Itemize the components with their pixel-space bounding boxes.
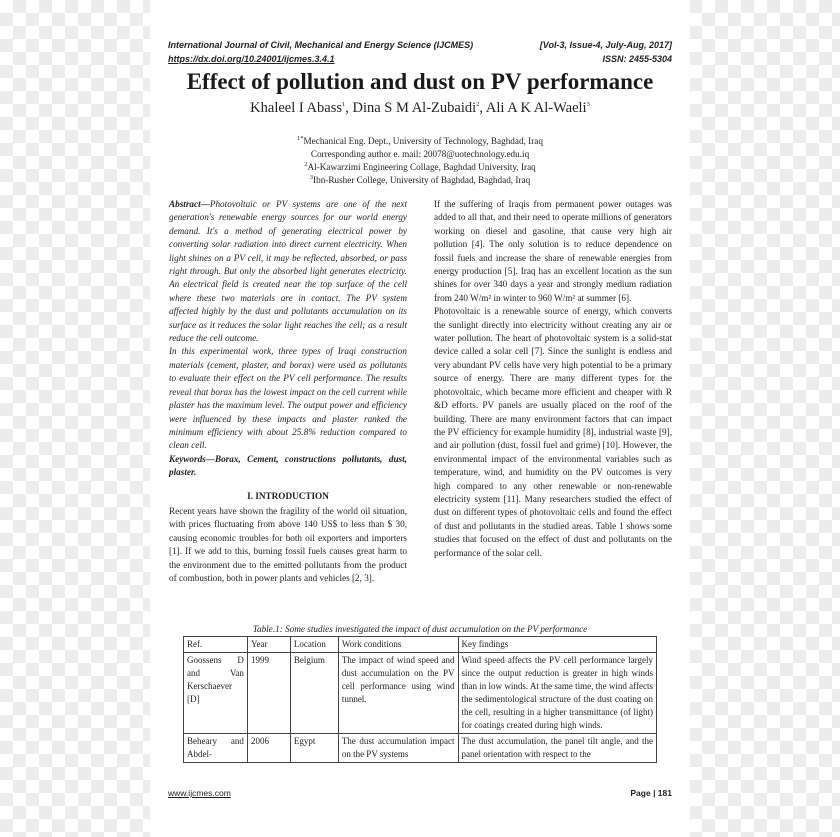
doi-link[interactable]: https://dx.doi.org/10.24001/ijcmes.3.4.1 (168, 54, 335, 64)
abstract-paragraph (169, 198, 407, 345)
affiliation-text: Ibn-Rusher College, University of Baghdad, Baghdad, Iraq (313, 175, 531, 185)
affiliation (150, 175, 690, 185)
author-sup: 1 (341, 101, 346, 109)
paper-page (150, 0, 690, 837)
table-header-cell: Work conditions (338, 637, 458, 653)
table-cell: The dust accumulation, the panel tilt angle, and the panel orientation with respect to the (458, 734, 656, 763)
table-row (184, 653, 657, 734)
affiliation-sup: 2 (304, 160, 308, 168)
affiliation (150, 149, 690, 159)
table-cell: The impact of wind speed and dust accumulation on the PV cell performance using wind tunnel. (338, 653, 458, 734)
affiliation-text: Mechanical Eng. Dept., University of Technology, Baghdad, Iraq (303, 136, 543, 146)
table-cell: Belgium (290, 653, 338, 734)
author-name: Dina S M Al-Zubaidi (352, 100, 477, 116)
table-cell: 2006 (247, 734, 290, 763)
abstract-text: Photovoltaic or PV systems are one of the next generation's renewable energy sources for our world energy demand. It's a method of generating electrical power by converting solar radiation into direct current electricity. When light shines on a PV cell, it may be reflected, absorbed, or pass right through. But only the absorbed light generates electricity. An electrical field is created near the top surface of the cell where these two materials are in contact. The PV system affected highly by the dust and pollutants accumulation on its surface as it reduces the solar light reaches the cell; as a result reduce the cell outcome. (169, 199, 407, 344)
table-cell: Egypt (290, 734, 338, 763)
body-paragraph: If the suffering of Iraqis from permanent power outages was added to all that, and their need to operate millions of generators working on diesel and gasoline, that cause very high air pollution [4]. The only solution is to reduce dependence on fossil fuels and increase the share of renewable energies from energy production [5]. Iraq has an excellent location as the sun shines for over 340 days a year and strongly medium radiation from 240 W/m² in winter to 960 W/m² at summer [6]. (434, 199, 672, 303)
table-header-cell: Year (247, 637, 290, 653)
studies-table (183, 636, 657, 763)
table-header-row (184, 637, 657, 653)
abstract-label: Abstract— (169, 199, 210, 209)
paper-title: Effect of pollution and dust on PV performance (186, 69, 654, 94)
journal-url-link[interactable]: www.ijcmes.com (168, 788, 231, 798)
author-sup: 2 (476, 101, 480, 109)
affiliation-sup: 1* (297, 134, 304, 142)
table-cell: 1999 (247, 653, 290, 734)
affiliation (150, 162, 690, 172)
affiliation-sup: 3 (309, 173, 314, 181)
author-sup: 3 (586, 101, 590, 109)
keywords-label: Keywords— (169, 453, 215, 464)
intro-paragraph: Recent years have shown the fragility of the world oil situation, with prices fluctuating from above 140 US$ to less than $ 30, causing economic troubles for both oil exporters and importers [1]. If we add to this, burning fossil fuels causes great harm to the environment due to the emitted pollutants from the product of combustion, both in power plants and vehicles [2, 3]. (169, 505, 407, 583)
table-cell: Beheary and Abdel- (184, 734, 248, 763)
volume-info: [Vol-3, Issue-4, July-Aug, 2017] (539, 40, 672, 50)
author-name: Khaleel I Abass (250, 100, 342, 116)
page-number: Page | 181 (630, 788, 672, 798)
abstract-paragraph-2: In this experimental work, three types of Iraqi construction materials (cement, plaster, and borax) were used as pollutants to evaluate their effect on the PV cell performance. The results reveal that borax has the lowest impact on the cell current while plaster has the maximum level. The output power and efficiency were influenced by these impacts and plaster ranked the minimum efficiency with about 25.8% reduction compared to clean cell. (169, 346, 407, 451)
table-cell: Goossens D and Van Kerschaever [D] (184, 653, 248, 734)
table-cell: Wind speed affects the PV cell performance largely since the output reduction is greater in high winds than in low winds. At the same time, the wind affects the sedimentological structure of the dust coating on the cell, resulting in a higher transmittance (of light) for coatings created during high winds. (458, 653, 656, 734)
right-column (434, 198, 672, 560)
left-column (169, 198, 407, 585)
table-header-cell: Ref. (184, 637, 248, 653)
keywords (169, 453, 407, 480)
author-list: Khaleel I Abass$^1$, Dina S M Al-Zubaidi$^2$, Ali A K Al-Waeli$^3$ (250, 100, 590, 116)
issn-label: ISSN: 2455-5304 (602, 54, 672, 64)
affiliation-text: Corresponding author e. mail: 20078@uotechnology.edu.iq (310, 149, 530, 159)
table-header-cell: Location (290, 637, 338, 653)
table-cell: The dust accumulation impact on the PV systems (338, 734, 458, 763)
section-heading: I. INTRODUCTION (247, 490, 329, 501)
affiliation-text: Al-Kawarzimi Engineering Collage, Baghdad University, Iraq (307, 162, 536, 172)
journal-name: International Journal of Civil, Mechanical and Energy Science (IJCMES) (168, 40, 474, 50)
author-name: Ali A K Al-Waeli (485, 100, 587, 116)
table-row (184, 734, 657, 763)
table-header-cell: Key findings (458, 637, 656, 653)
table-caption: Table.1: Some studies investigated the impact of dust accumulation on the PV performance (252, 624, 588, 634)
affiliation (150, 136, 690, 146)
keywords-text: Borax, Cement, constructions pollutants, dust, plaster. (169, 453, 407, 478)
body-paragraph: Photovoltaic is a renewable source of energy, which converts the sunlight directly into electricity without creating any air or water pollution. The heart of photovoltaic system is a solid-stat device called a solar cell [7]. Since the sunlight is endless and very abundant PV cells have very high potential to be a primary source of energy. There are many different types for the photovoltaic, which became more efficient and cheaper with R &D efforts. PV panels are usually placed on the roof of the building. There are many environment factors that can impact the PV efficiency for example humidity [8], industrial waste [9], and air pollution (dust, fossil fuel and grime) [10]. However, the environmental impact of the environmental variables such as temperature, wind, and humidity on the PV outcomes is very high compared to any other renewable or non-renewable electricity system [11]. Many researchers studied the effect of dust on different types of photovoltaic cells and found the effect of dust and pollutants in the studied areas. Table 1 shows some studies that focused on the effect of dust and pollutants on the performance of the solar cell. (434, 306, 672, 558)
